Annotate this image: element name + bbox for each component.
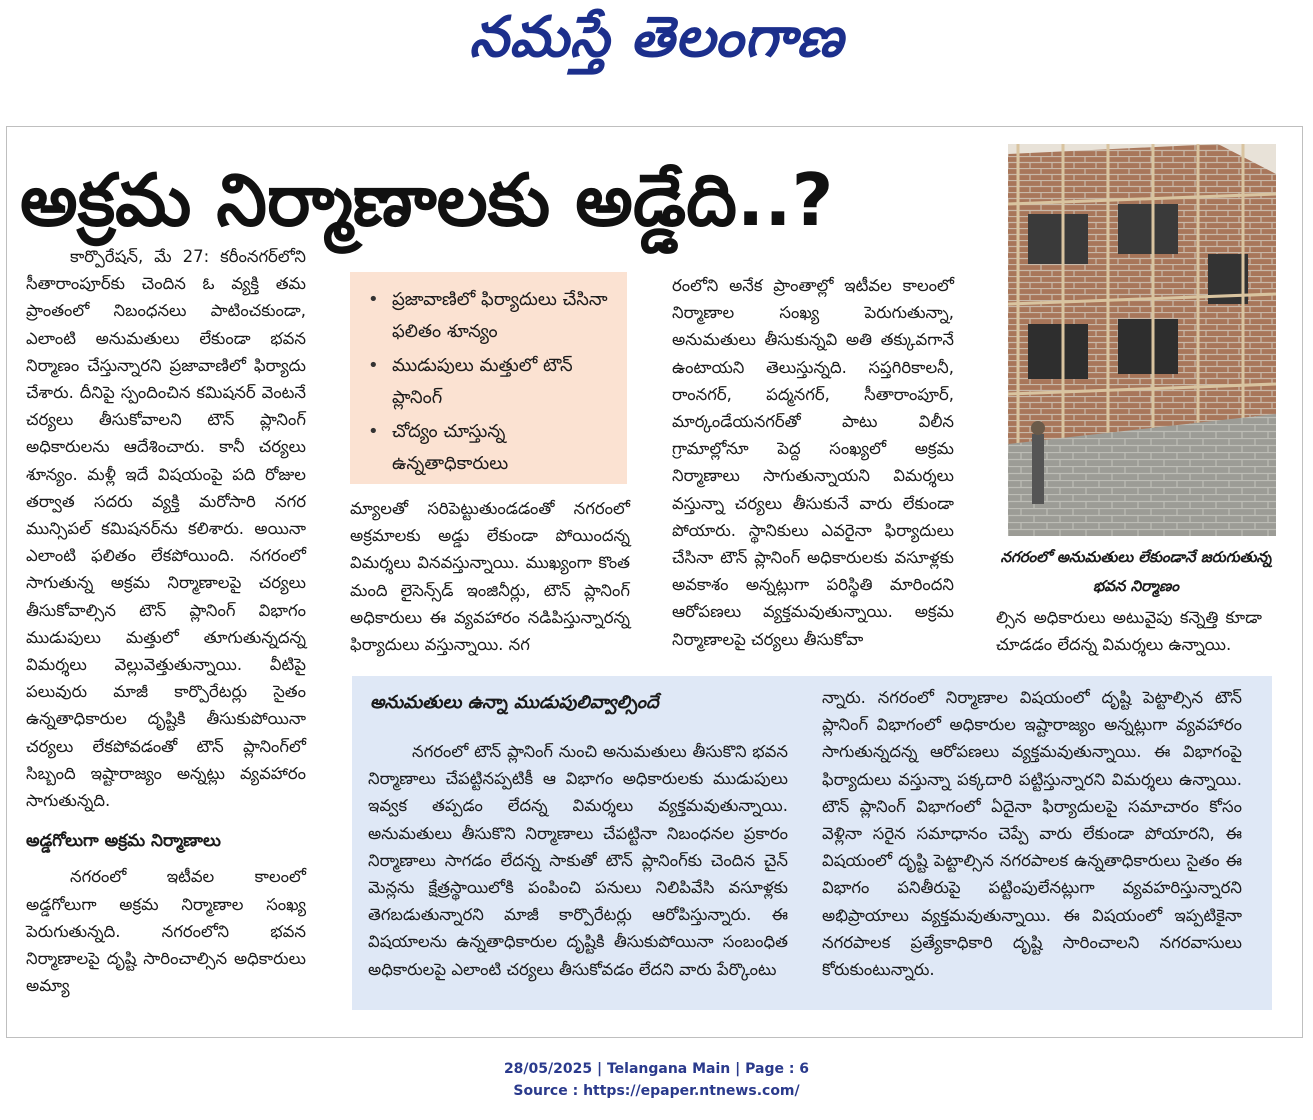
article-paragraph: నగరంలో ఇటీవల కాలంలో అడ్డగోలుగా అక్రమ నిర్మాణాల సంఖ్య పెరుగుతున్నది. నగరంలోని భవన నిర్మాణాలపై దృష్టి సారించాల్సిన అధికారులు అమ్యా [26,867,306,996]
article-subheading: అడ్డగోలుగా అక్రమ నిర్మాణాలు [26,831,221,852]
footer-edition-info: 28/05/2025 | Telangana Main | Page : 6 [503,1061,810,1077]
highlights-box [350,272,627,484]
article-paragraph: రంలోని అనేక ప్రాంతాల్లో ఇటీవల కాలంలో నిర్మాణాల సంఖ్య పెరుగుతున్నా, అనుమతులు తీసుకున్నవి అతి తక్కువగానే ఉంటాయని తెలుస్తున్నది. సప్తగిరికాలనీ, రాంనగర్, పద్మనగర్, సీతారాంపూర్, మార్కండేయనగర్‌తో పాటు విలీన గ్రామాల్లోనూ పెద్ద సంఖ్యలో అక్రమ నిర్మాణాలు సాగుతున్నాయని విమర్శలు వస్తున్నా చర్యలు తీసుకునే వారు లేకుండా పోయారు. స్థానికులు ఎవరైనా ఫిర్యాదులు చేసినా టౌన్ ప్లానింగ్ అధికారులకు వసూళ్లకు అవకాశం అన్నట్లుగా పరిస్థితి మారిందని ఆరోపణలు వ్యక్తమవుతున్నాయి. అక్రమ నిర్మాణాలపై చర్యలు తీసుకోవా [672,276,954,649]
sidebar-story-column-1 [368,738,788,983]
article-column-4 [996,604,1262,658]
newspaper-masthead [0,4,1313,84]
article-column-2 [350,495,630,658]
masthead-title: నమస్తే తెలంగాణ [469,4,844,70]
highlight-item: • ప్రజావాణిలో ఫిర్యాదులు చేసినా ఫలితం శూన్యం [362,284,617,348]
article-paragraph: కార్పొరేషన్, మే 27: కరీంనగర్‌లోని సీతారాంపూర్‌కు చెందిన ఓ వ్యక్తి తమ ప్రాంతంలో నిబంధనలు పాటించకుండా, ఎలాంటి అనుమతులు లేకుండా భవన నిర్మాణం చేస్తున్నారని ప్రజావాణిలో ఫిర్యాదు చేశారు. దీనిపై స్పందించిన కమిషనర్ వెంటనే చర్యలు తీసుకోవాలని టౌన్ ప్లానింగ్ అధికారులను ఆదేశించారు. కానీ చర్యలు శూన్యం. మళ్లీ ఇదే విషయంపై పది రోజుల తర్వాత సదరు వ్యక్తి మరోసారి నగర మున్సిపల్ కమిషనర్‌ను కలిశారు. అయినా ఎలాంటి ఫలితం లేకపోయింది. నగరంలో సాగుతున్న అక్రమ నిర్మాణాలపై చర్యలు తీసుకోవాల్సిన టౌన్ ప్లానింగ్ విభాగం ముడుపులు మత్తులో తూగుతున్నదన్న విమర్శలు వెల్లువెత్తుతున్నాయి. వీటిపై పలువురు మాజీ కార్పొరేటర్లు సైతం ఉన్నతాధికారుల దృష్టికి తీసుకుపోయినా చర్యలు లేకపోవడంతో టౌన్ ప్లానింగ్‌లో సిబ్బంది ఇష్టారాజ్యం అన్నట్లు వ్యవహారం సాగుతున్నది. [26,247,306,811]
highlight-item: • ముడుపులు మత్తులో టౌన్ ప్లానింగ్ [362,350,617,414]
sidebar-story-box [352,676,1272,1010]
article-paragraph: మ్యాలతో సరిపెట్టుతుండడంతో నగరంలో అక్రమాలకు అడ్డు లేకుండా పోయిందన్న విమర్శలు వినవస్తున్నాయి. ముఖ్యంగా కొంత మంది లైసెన్స్‌డ్ ఇంజినీర్లు, టౌన్ ప్లానింగ్ అధికారులు ఈ వ్యవహారం నడిపిస్తున్నారన్న ఫిర్యాదులు వస్తున్నాయి. నగ [350,499,630,655]
article-paragraph: న్నారు. నగరంలో నిర్మాణాల విషయంలో దృష్టి పెట్టాల్సిన టౌన్ ప్లానింగ్ విభాగంలో అధికారుల ఇష్టారాజ్యం అన్నట్లుగా వ్యవహారం సాగుతున్నదన్న ఆరోపణలు వ్యక్తమవుతున్నాయి. ఈ విభాగంపై ఫిర్యాదులు వస్తున్నా పక్కదారి పట్టిస్తున్నారని విమర్శలు ఉన్నాయి. టౌన్ ప్లానింగ్ విభాగంలో ఏదైనా ఫిర్యాదులపై సమాచారం కోసం వెళ్లినా సరైన సమాధానం చెప్పే వారు లేకుండా పోయారని, ఈ విషయంలో దృష్టి పెట్టాల్సిన నగరపాలక ఉన్నతాధికారులు సైతం ఈ విభాగం పనితీరుపై పట్టింపులేనట్లుగా వ్యవహరిస్తున్నారని అభిప్రాయాలు వ్యక్తమవుతున్నాయి. ఈ విషయంలో ఇప్పటికైనా నగరపాలక ప్రత్యేకాధికారి దృష్టి సారించాలని నగరవాసులు కోరుకుంటున్నారు. [822,688,1242,980]
article-paragraph: ల్సిన అధికారులు అటువైపు కన్నెత్తి కూడా చూడడం లేదన్న విమర్శలు ఉన్నాయి. [996,608,1262,655]
bullet-icon: • [368,421,379,442]
article-column-3 [672,272,954,653]
page-footer [0,1058,1313,1102]
sidebar-story-column-2 [822,684,1242,983]
building-photo [1008,144,1276,536]
article-paragraph: నగరంలో టౌన్ ప్లానింగ్ నుంచి అనుమతులు తీసుకొని భవన నిర్మాణాలు చేపట్టినప్పటికీ ఆ విభాగం అధికారులకు ముడుపులు ఇవ్వక తప్పడం లేదన్న విమర్శలు వ్యక్తమవుతున్నాయి. అనుమతులు తీసుకొని నిర్మాణాలు చేపట్టినా నిబంధనల ప్రకారం నిర్మాణాలు సాగడం లేదన్న సాకుతో టౌన్ ప్లానింగ్‌కు చెందిన చైన్ మెన్లను క్షేత్రస్థాయిలోకి పంపించి పనులు నిలిపివేసి వసూళ్లకు తెగబడుతున్నారని మాజీ కార్పొరేటర్లు ఆరోపిస్తున్నారు. ఈ విషయాలను ఉన్నతాధికారుల దృష్టికి తీసుకుపోయినా సంబంధిత అధికారులపై ఎలాంటి చర్యలు తీసుకోవడం లేదని వారు పేర్కొంటు [368,742,788,979]
footer-source: Source : https://epaper.ntnews.com/ [513,1083,800,1099]
bullet-icon: • [368,289,379,310]
article-headline: అక్రమ నిర్మాణాలకు అడ్డేది..? [20,158,834,242]
photo-caption: నగరంలో అనుమతులు లేకుండానే జరుగుతున్న భవన నిర్మాణం [1000,548,1272,595]
highlight-item: • చోద్యం చూస్తున్న ఉన్నతాధికారులు [362,416,617,480]
bullet-icon: • [368,355,379,376]
sidebar-story-title: అనుమతులు ఉన్నా ముడుపులివ్వాల్సిందే [370,692,659,713]
article-column-1 [26,243,306,999]
